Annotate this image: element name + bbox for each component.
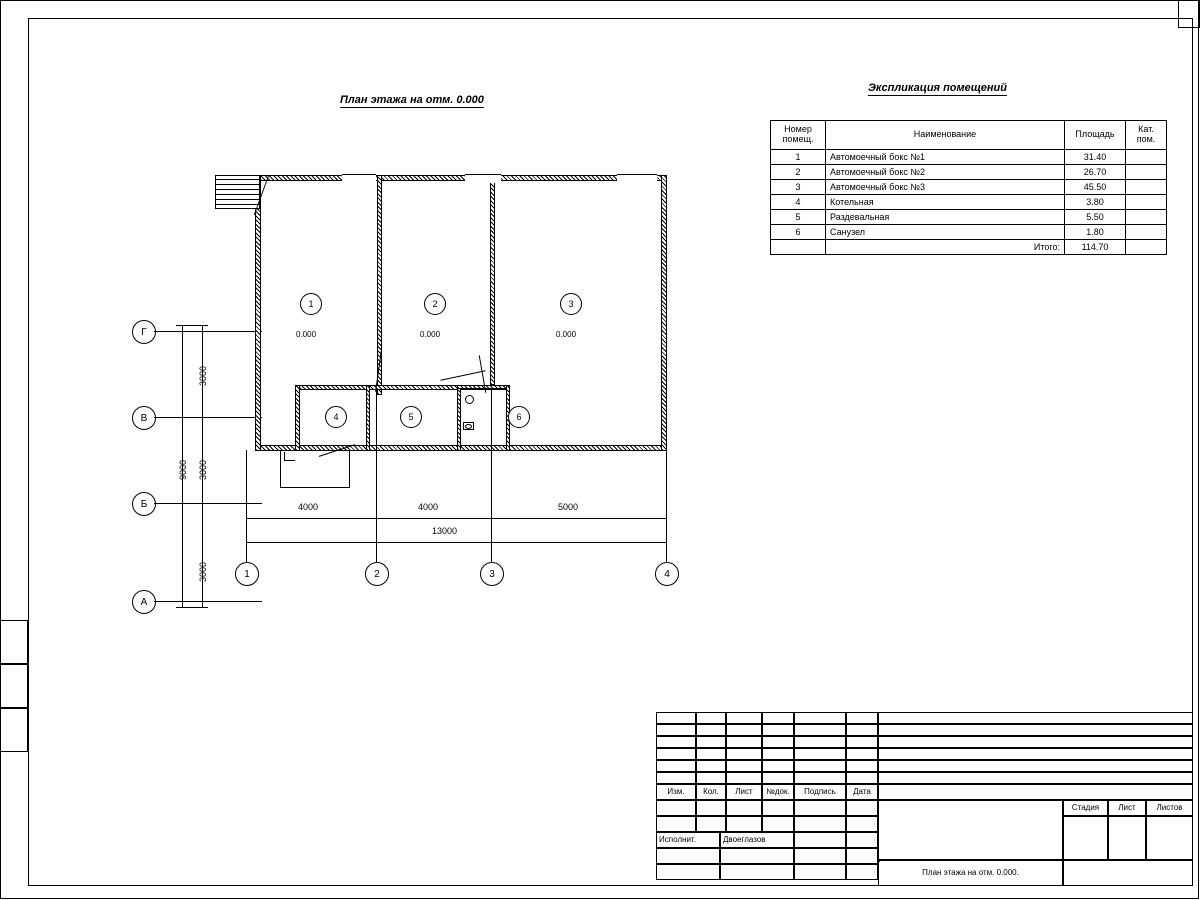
axis-line-a — [154, 601, 262, 602]
cell-name: Автомоечный бокс №1 — [826, 149, 1065, 164]
dim-chain-h-1 — [246, 518, 666, 519]
edge-box-4 — [1178, 0, 1200, 28]
table-row — [771, 224, 1167, 239]
cell-area: 3.80 — [1065, 194, 1126, 209]
dim-tick-v-2 — [176, 503, 208, 504]
dim-h-total: 13000 — [432, 526, 458, 536]
grid-line-2 — [376, 390, 377, 562]
cell-area: 5.50 — [1065, 209, 1126, 224]
cell-total-blank — [771, 239, 826, 254]
room-level-3: 0.000 — [556, 330, 577, 339]
stamp-col-data: Дата — [846, 784, 878, 800]
cell-total-kat — [1126, 239, 1167, 254]
exploitation-table — [770, 120, 1167, 255]
col-header-kat-l2: пом. — [1136, 133, 1156, 144]
stamp-cell — [726, 800, 762, 816]
stamp-cell — [794, 800, 846, 816]
stamp-cell — [696, 772, 726, 784]
stamp-lists-value — [1146, 816, 1193, 860]
stamp-cell — [794, 748, 846, 760]
cell-kat — [1126, 164, 1167, 179]
cell-area: 45.50 — [1065, 179, 1126, 194]
cell-name: Котельная — [826, 194, 1065, 209]
axis-marker-g: Г — [132, 320, 156, 344]
cell-kat — [1126, 149, 1167, 164]
stamp-cell — [846, 712, 878, 724]
axis-marker-1: 1 — [235, 562, 259, 586]
dim-v-3000-a: 3000 — [198, 365, 208, 386]
stamp-cell — [794, 724, 846, 736]
stamp-cell — [656, 736, 696, 748]
stamp-cell — [846, 748, 878, 760]
stamp-cell — [656, 772, 696, 784]
stamp-cell — [878, 748, 1193, 760]
stamp-sheet-title: План этажа на отм. 0.000. — [878, 860, 1063, 886]
stamp-cell — [696, 800, 726, 816]
stamp-cell — [794, 736, 846, 748]
stamp-cell — [794, 772, 846, 784]
dim-v-total: 9000 — [178, 459, 188, 480]
table-row — [771, 164, 1167, 179]
cell-number: 6 — [771, 224, 826, 239]
axis-marker-3: 3 — [480, 562, 504, 586]
dim-v-3000-c: 3000 — [198, 561, 208, 582]
stamp-cell — [794, 832, 846, 848]
cell-name: Автомоечный бокс №2 — [826, 164, 1065, 179]
wall-left — [255, 175, 261, 451]
stamp-cell — [720, 864, 794, 880]
cell-total-label: Итого: — [826, 239, 1065, 254]
cell-area: 1.80 — [1065, 224, 1126, 239]
dim-tick-v-1 — [176, 417, 208, 418]
edge-box-3 — [0, 708, 28, 752]
cell-number: 1 — [771, 149, 826, 164]
table-row — [771, 149, 1167, 164]
cell-number: 4 — [771, 194, 826, 209]
axis-line-g — [154, 331, 262, 332]
dim-tick-v-3 — [176, 607, 208, 608]
dim-h-5000: 5000 — [558, 502, 579, 512]
stamp-stage-label: Стадия — [1063, 800, 1108, 816]
table-row — [771, 179, 1167, 194]
table-header-row — [771, 121, 1167, 150]
leader-line-5 — [440, 370, 485, 381]
stamp-cell — [762, 772, 794, 784]
stamp-cell — [846, 800, 878, 816]
stamp-col-podpis: Подпись — [794, 784, 846, 800]
inner-wall-mid — [366, 385, 370, 451]
stamp-performer-name: Двоеглазов — [720, 832, 794, 848]
stamp-lists-label: Листов — [1146, 800, 1193, 816]
stamp-cell — [726, 772, 762, 784]
stamp-cell — [656, 864, 720, 880]
inner-wall-left — [295, 385, 300, 451]
stamp-cell — [720, 848, 794, 864]
room-level-1: 0.000 — [296, 330, 317, 339]
axis-marker-4: 4 — [655, 562, 679, 586]
cell-area: 31.40 — [1065, 149, 1126, 164]
room-marker-5: 5 — [400, 406, 422, 428]
col-header-number-l2: помещ. — [782, 133, 814, 144]
cell-name: Раздевальная — [826, 209, 1065, 224]
stamp-cell — [794, 864, 846, 880]
room-marker-3: 3 — [560, 293, 582, 315]
cell-number: 3 — [771, 179, 826, 194]
stamp-cell — [762, 760, 794, 772]
stamp-cell — [726, 748, 762, 760]
cell-area: 26.70 — [1065, 164, 1126, 179]
stamp-cell — [696, 712, 726, 724]
stamp-cell — [878, 736, 1193, 748]
wc-fixture-1 — [465, 395, 474, 404]
col-header-area: Площадь — [1065, 121, 1126, 150]
room-level-2: 0.000 — [420, 330, 441, 339]
axis-line-v — [154, 417, 262, 418]
title-block — [656, 712, 1193, 886]
stamp-cell — [726, 736, 762, 748]
col-header-number — [771, 121, 826, 150]
axis-marker-2: 2 — [365, 562, 389, 586]
stamp-stage-value — [1063, 816, 1108, 860]
stamp-cell — [846, 760, 878, 772]
wc-fixture-3 — [465, 424, 472, 429]
stamp-cell — [846, 736, 878, 748]
col-header-name: Наименование — [826, 121, 1065, 150]
stamp-cell — [762, 724, 794, 736]
stamp-cell — [878, 772, 1193, 784]
room-marker-2: 2 — [424, 293, 446, 315]
stamp-cell — [1063, 860, 1193, 886]
table-total-row — [771, 239, 1167, 254]
stamp-cell — [878, 712, 1193, 724]
col-header-number-l1: Номер — [784, 124, 812, 134]
cell-name: Автомоечный бокс №3 — [826, 179, 1065, 194]
wall-right — [661, 175, 667, 451]
stamp-performer-label: Исполнит. — [656, 832, 720, 848]
stamp-cell — [794, 848, 846, 864]
stamp-object-cell — [878, 800, 1063, 860]
grid-line-4 — [666, 450, 667, 562]
stamp-cell — [846, 848, 878, 864]
table-row — [771, 209, 1167, 224]
edge-box-2 — [0, 664, 28, 708]
stamp-cell — [656, 848, 720, 864]
stamp-cell — [878, 784, 1193, 800]
stamp-cell — [656, 816, 696, 832]
stamp-cell — [762, 736, 794, 748]
edge-box-1 — [0, 620, 28, 664]
stamp-cell — [846, 832, 878, 848]
stamp-cell — [726, 760, 762, 772]
stamp-cell — [794, 712, 846, 724]
stamp-cell — [696, 816, 726, 832]
stamp-cell — [762, 712, 794, 724]
stamp-cell — [878, 760, 1193, 772]
axis-marker-a: А — [132, 590, 156, 614]
stamp-cell — [726, 712, 762, 724]
col-header-kat-l1: Кат. — [1138, 124, 1154, 134]
stamp-cell — [656, 724, 696, 736]
dim-h-4000-a: 4000 — [298, 502, 319, 512]
room-marker-1: 1 — [300, 293, 322, 315]
opening-top-2-line — [465, 174, 501, 175]
stamp-cell — [696, 724, 726, 736]
stamp-list-label: Лист — [1108, 800, 1146, 816]
stamp-cell — [846, 864, 878, 880]
table-row — [771, 194, 1167, 209]
stamp-cell — [726, 724, 762, 736]
room-marker-6: 6 — [508, 406, 530, 428]
stamp-cell — [656, 712, 696, 724]
dim-h-4000-b: 4000 — [418, 502, 439, 512]
grid-line-1 — [246, 450, 247, 562]
stamp-col-kol: Кол. — [696, 784, 726, 800]
stamp-cell — [696, 736, 726, 748]
cell-kat — [1126, 194, 1167, 209]
inner-wall-mid2 — [457, 385, 461, 451]
stamp-cell — [656, 748, 696, 760]
stamp-cell — [846, 772, 878, 784]
stamp-col-izm: Изм. — [656, 784, 696, 800]
stamp-cell — [656, 800, 696, 816]
dim-v-3000-b: 3000 — [198, 459, 208, 480]
cell-total-value: 114.70 — [1065, 239, 1126, 254]
axis-marker-v: В — [132, 406, 156, 430]
stamp-cell — [846, 816, 878, 832]
wall-top — [255, 175, 667, 181]
stamp-cell — [846, 724, 878, 736]
partition-2 — [490, 175, 495, 385]
cell-kat — [1126, 224, 1167, 239]
stamp-cell — [656, 760, 696, 772]
dim-chain-h-2 — [246, 542, 666, 543]
opening-top-3-line — [617, 174, 657, 175]
stamp-cell — [726, 816, 762, 832]
stamp-col-ndok: №док. — [762, 784, 794, 800]
stamp-cell — [762, 816, 794, 832]
cell-kat — [1126, 179, 1167, 194]
grid-line-3 — [491, 390, 492, 562]
stamp-cell — [762, 800, 794, 816]
stamp-cell — [696, 760, 726, 772]
stamp-col-list: Лист — [726, 784, 762, 800]
stamp-cell — [794, 816, 846, 832]
cell-kat — [1126, 209, 1167, 224]
col-header-kat — [1126, 121, 1167, 150]
stamp-cell — [794, 760, 846, 772]
stamp-cell — [878, 724, 1193, 736]
cell-number: 2 — [771, 164, 826, 179]
opening-top-1-line — [342, 174, 376, 175]
cell-name: Санузел — [826, 224, 1065, 239]
stamp-cell — [762, 748, 794, 760]
axis-marker-b: Б — [132, 492, 156, 516]
room-marker-4: 4 — [325, 406, 347, 428]
table-title: Экспликация помещений — [868, 82, 1007, 94]
stamp-cell — [696, 748, 726, 760]
floor-plan — [120, 150, 720, 608]
cell-number: 5 — [771, 209, 826, 224]
dim-tick-v-0 — [176, 325, 208, 326]
stamp-list-value — [1108, 816, 1146, 860]
plan-title: План этажа на отм. 0.000 — [340, 94, 484, 106]
